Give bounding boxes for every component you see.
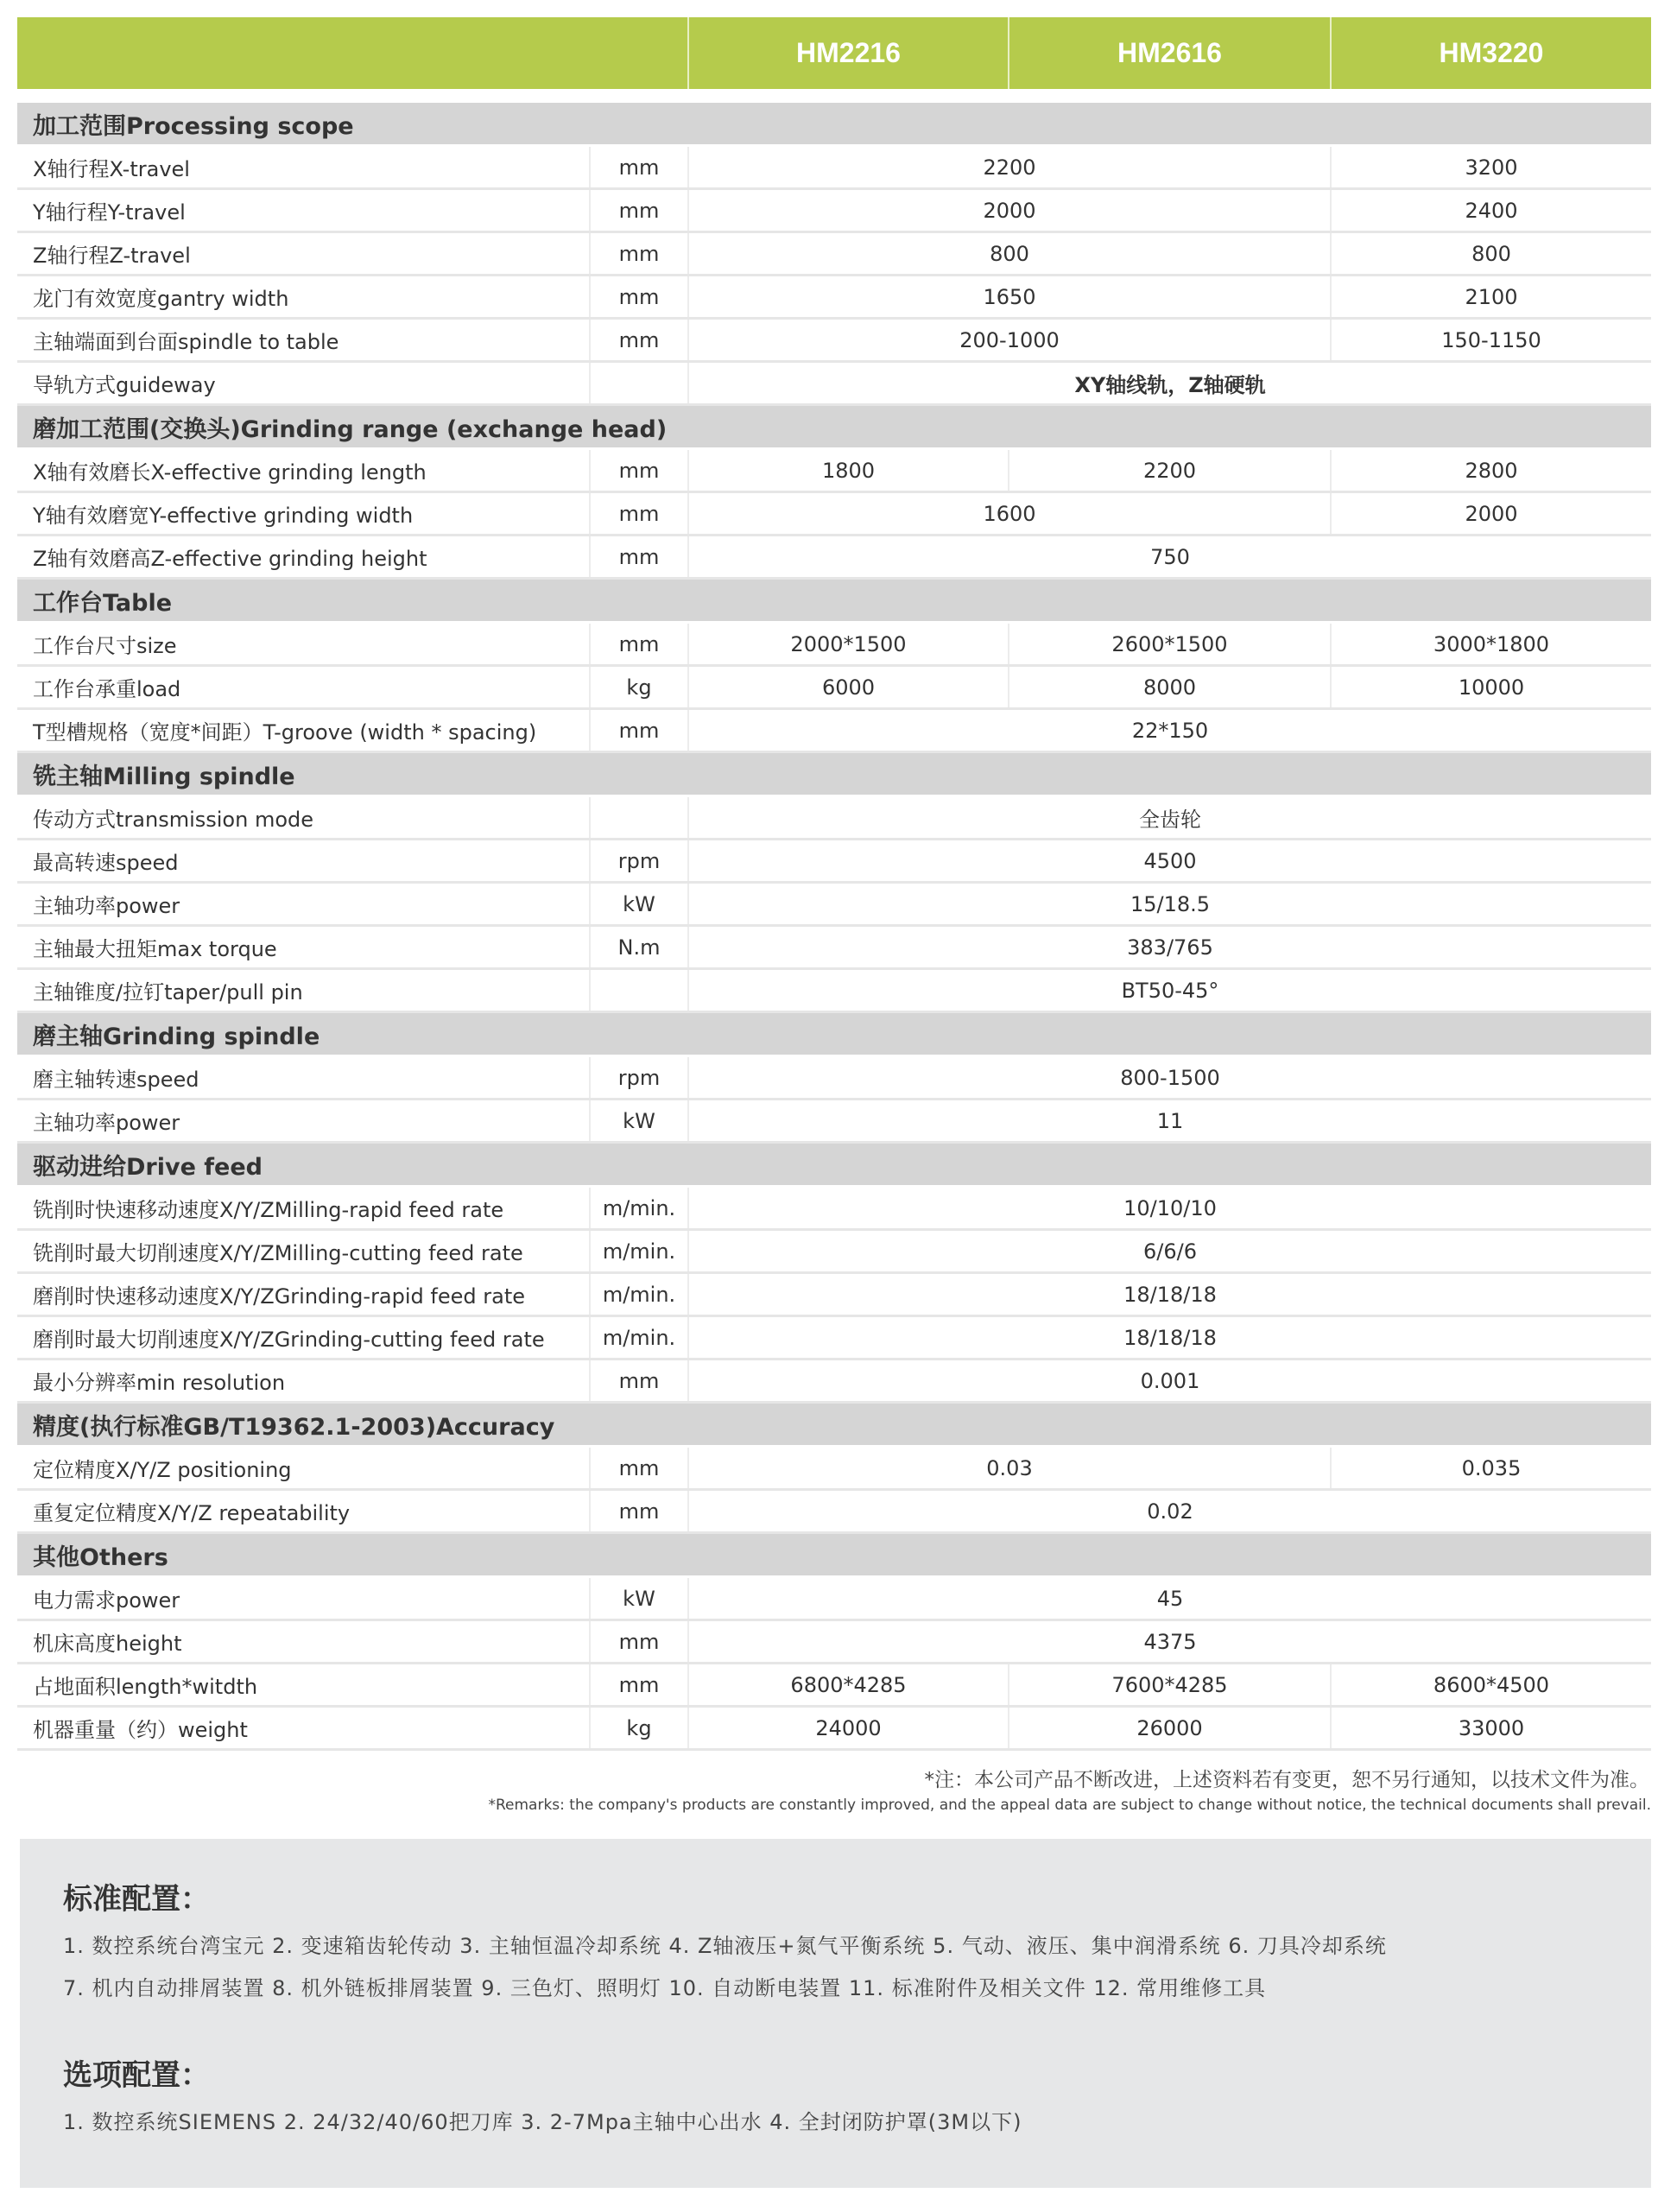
row-unit: m/min. xyxy=(590,1316,688,1360)
table-row xyxy=(17,796,1651,840)
value-cell: 33000 xyxy=(1331,1707,1651,1750)
row-unit: rpm xyxy=(590,840,688,883)
header-row xyxy=(17,17,1651,89)
table-row xyxy=(17,189,1651,232)
value-cell: 10/10/10 xyxy=(688,1187,1651,1230)
table-row xyxy=(17,319,1651,362)
table-row xyxy=(17,623,1651,666)
row-unit: m/min. xyxy=(590,1230,688,1273)
row-label: 导轨方式guideway xyxy=(17,362,590,405)
table-row xyxy=(17,709,1651,752)
table-row xyxy=(17,1577,1651,1620)
row-label: Z轴行程Z-travel xyxy=(17,232,590,276)
row-unit: mm xyxy=(590,276,688,319)
header-gap xyxy=(17,89,1651,103)
row-label: 磨主轴转速speed xyxy=(17,1056,590,1100)
row-unit: mm xyxy=(590,1664,688,1707)
table-row xyxy=(17,883,1651,926)
section-title: 加工范围Processing scope xyxy=(17,103,1651,146)
row-label: 主轴功率power xyxy=(17,1100,590,1143)
row-unit: mm xyxy=(590,146,688,189)
section-title: 其他Others xyxy=(17,1533,1651,1577)
row-unit: mm xyxy=(590,1360,688,1403)
section-header xyxy=(17,579,1651,623)
value-cell: 全齿轮 xyxy=(688,796,1651,840)
table-row xyxy=(17,1664,1651,1707)
standard-config-line: 1. 数控系统台湾宝元 2. 变速箱齿轮传动 3. 主轴恒温冷却系统 4. Z轴液压+氮气平衡系统 5. 气动、液压、集中润滑系统 6. 刀具冷却系统 xyxy=(63,1934,1387,1958)
row-unit: mm xyxy=(590,319,688,362)
section-title: 精度(执行标准GB/T19362.1-2003)Accuracy xyxy=(17,1403,1651,1447)
value-cell: 2600*1500 xyxy=(1009,623,1331,666)
section-header xyxy=(17,1403,1651,1447)
row-unit: N.m xyxy=(590,926,688,969)
table-row xyxy=(17,276,1651,319)
table-row xyxy=(17,1360,1651,1403)
value-cell: 3000*1800 xyxy=(1331,623,1651,666)
table-row xyxy=(17,1620,1651,1664)
value-cell: 1600 xyxy=(688,492,1331,536)
optional-config-line: 1. 数控系统SIEMENS 2. 24/32/40/60把刀库 3. 2-7Mpa主轴中心出水 4. 全封闭防护罩(3M以下) xyxy=(63,2110,1022,2134)
section-title: 磨主轴Grinding spindle xyxy=(17,1012,1651,1056)
table-row xyxy=(17,1187,1651,1230)
value-cell: 800-1500 xyxy=(688,1056,1651,1100)
table-row xyxy=(17,969,1651,1012)
model-header: HM3220 xyxy=(1331,17,1651,89)
table-row xyxy=(17,146,1651,189)
value-cell: 6/6/6 xyxy=(688,1230,1651,1273)
value-cell: 8000 xyxy=(1009,666,1331,709)
config-panel xyxy=(20,1839,1651,2188)
spacer xyxy=(17,89,1651,103)
table-row xyxy=(17,1447,1651,1490)
row-unit: rpm xyxy=(590,1056,688,1100)
row-unit: kW xyxy=(590,1100,688,1143)
table-row xyxy=(17,1056,1651,1100)
row-label: X轴有效磨长X-effective grinding length xyxy=(17,449,590,492)
value-cell: 800 xyxy=(688,232,1331,276)
row-unit xyxy=(590,362,688,405)
value-cell: 200-1000 xyxy=(688,319,1331,362)
row-unit: mm xyxy=(590,1490,688,1533)
row-label: 磨削时最大切削速度X/Y/ZGrinding-cutting feed rate xyxy=(17,1316,590,1360)
value-cell: 26000 xyxy=(1009,1707,1331,1750)
row-unit: mm xyxy=(590,536,688,579)
value-cell: 150-1150 xyxy=(1331,319,1651,362)
row-label: 最小分辨率min resolution xyxy=(17,1360,590,1403)
value-cell: 1650 xyxy=(688,276,1331,319)
row-unit: mm xyxy=(590,449,688,492)
table-row xyxy=(17,926,1651,969)
value-cell: 3200 xyxy=(1331,146,1651,189)
table-row xyxy=(17,1273,1651,1316)
value-cell: 8600*4500 xyxy=(1331,1664,1651,1707)
row-label: 工作台尺寸size xyxy=(17,623,590,666)
row-unit: mm xyxy=(590,492,688,536)
row-unit: mm xyxy=(590,709,688,752)
row-label: 传动方式transmission mode xyxy=(17,796,590,840)
table-row xyxy=(17,1316,1651,1360)
row-unit: m/min. xyxy=(590,1273,688,1316)
section-header xyxy=(17,1012,1651,1056)
value-cell: 10000 xyxy=(1331,666,1651,709)
row-label: 最高转速speed xyxy=(17,840,590,883)
row-label: 主轴最大扭矩max torque xyxy=(17,926,590,969)
row-unit: m/min. xyxy=(590,1187,688,1230)
row-label: 主轴端面到台面spindle to table xyxy=(17,319,590,362)
table-row xyxy=(17,1230,1651,1273)
row-label: 电力需求power xyxy=(17,1577,590,1620)
table-row xyxy=(17,232,1651,276)
header-blank xyxy=(17,17,688,89)
value-cell: 2000 xyxy=(1331,492,1651,536)
row-unit: kg xyxy=(590,1707,688,1750)
value-cell: 18/18/18 xyxy=(688,1316,1651,1360)
table-row xyxy=(17,1707,1651,1750)
table-row xyxy=(17,1490,1651,1533)
model-header: HM2616 xyxy=(1009,17,1331,89)
row-label: T型槽规格（宽度*间距）T-groove (width * spacing) xyxy=(17,709,590,752)
section-title: 铣主轴Milling spindle xyxy=(17,752,1651,796)
standard-config-title: 标准配置： xyxy=(63,1882,210,1917)
row-unit: kg xyxy=(590,666,688,709)
value-cell: 1800 xyxy=(688,449,1009,492)
row-label: 主轴锥度/拉钉taper/pull pin xyxy=(17,969,590,1012)
row-unit xyxy=(590,796,688,840)
value-cell: 45 xyxy=(688,1577,1651,1620)
value-cell: 2200 xyxy=(1009,449,1331,492)
value-cell: BT50-45° xyxy=(688,969,1651,1012)
value-cell: 0.035 xyxy=(1331,1447,1651,1490)
row-unit: mm xyxy=(590,232,688,276)
value-cell: 0.001 xyxy=(688,1360,1651,1403)
row-label: Y轴有效磨宽Y-effective grinding width xyxy=(17,492,590,536)
table-row xyxy=(17,449,1651,492)
value-cell: 2000 xyxy=(688,189,1331,232)
value-cell: 4500 xyxy=(688,840,1651,883)
value-cell: 2400 xyxy=(1331,189,1651,232)
value-cell: 383/765 xyxy=(688,926,1651,969)
row-unit: mm xyxy=(590,623,688,666)
section-header xyxy=(17,752,1651,796)
section-header xyxy=(17,405,1651,449)
value-cell: 2000*1500 xyxy=(688,623,1009,666)
row-unit: mm xyxy=(590,1620,688,1664)
row-label: 主轴功率power xyxy=(17,883,590,926)
value-cell: 800 xyxy=(1331,232,1651,276)
row-unit: kW xyxy=(590,1577,688,1620)
row-unit: mm xyxy=(590,1447,688,1490)
note-en: *Remarks: the company's products are constantly improved, and the appeal data are subject to change without notice, the technical documents shall prevail. xyxy=(488,1797,1651,1814)
row-label: Y轴行程Y-travel xyxy=(17,189,590,232)
optional-config-title: 选项配置： xyxy=(63,2058,210,2093)
section-title: 磨加工范围(交换头)Grinding range (exchange head) xyxy=(17,405,1651,449)
value-cell: 2800 xyxy=(1331,449,1651,492)
value-cell: XY轴线轨，Z轴硬轨 xyxy=(688,362,1651,405)
spec-table xyxy=(17,17,1651,1751)
table-row xyxy=(17,666,1651,709)
value-cell: 750 xyxy=(688,536,1651,579)
row-label: Z轴有效磨高Z-effective grinding height xyxy=(17,536,590,579)
value-cell: 2200 xyxy=(688,146,1331,189)
row-label: 机器重量（约）weight xyxy=(17,1707,590,1750)
row-label: 重复定位精度X/Y/Z repeatability xyxy=(17,1490,590,1533)
row-unit xyxy=(590,969,688,1012)
section-title: 工作台Table xyxy=(17,579,1651,623)
section-title: 驱动进给Drive feed xyxy=(17,1143,1651,1187)
value-cell: 6000 xyxy=(688,666,1009,709)
table-row xyxy=(17,492,1651,536)
note-cn: *注：本公司产品不断改进，上述资料若有变更，恕不另行通知，以技术文件为准。 xyxy=(924,1769,1649,1791)
section-header xyxy=(17,103,1651,146)
section-header xyxy=(17,1533,1651,1577)
row-label: 工作台承重load xyxy=(17,666,590,709)
value-cell: 24000 xyxy=(688,1707,1009,1750)
value-cell: 18/18/18 xyxy=(688,1273,1651,1316)
row-label: 铣削时快速移动速度X/Y/ZMilling-rapid feed rate xyxy=(17,1187,590,1230)
row-label: 龙门有效宽度gantry width xyxy=(17,276,590,319)
value-cell: 15/18.5 xyxy=(688,883,1651,926)
row-label: X轴行程X-travel xyxy=(17,146,590,189)
value-cell: 7600*4285 xyxy=(1009,1664,1331,1707)
value-cell: 0.03 xyxy=(688,1447,1331,1490)
row-unit: mm xyxy=(590,189,688,232)
table-row xyxy=(17,840,1651,883)
row-label: 铣削时最大切削速度X/Y/ZMilling-cutting feed rate xyxy=(17,1230,590,1273)
table-row xyxy=(17,536,1651,579)
value-cell: 11 xyxy=(688,1100,1651,1143)
section-header xyxy=(17,1143,1651,1187)
value-cell: 2100 xyxy=(1331,276,1651,319)
value-cell: 0.02 xyxy=(688,1490,1651,1533)
table-row xyxy=(17,362,1651,405)
row-label: 定位精度X/Y/Z positioning xyxy=(17,1447,590,1490)
standard-config-line: 7. 机内自动排屑装置 8. 机外链板排屑装置 9. 三色灯、照明灯 10. 自动断电装置 11. 标准附件及相关文件 12. 常用维修工具 xyxy=(63,1976,1267,2000)
row-unit: kW xyxy=(590,883,688,926)
value-cell: 22*150 xyxy=(688,709,1651,752)
row-label: 磨削时快速移动速度X/Y/ZGrinding-rapid feed rate xyxy=(17,1273,590,1316)
row-label: 机床高度height xyxy=(17,1620,590,1664)
model-header: HM2216 xyxy=(688,17,1009,89)
value-cell: 4375 xyxy=(688,1620,1651,1664)
row-label: 占地面积length*witdth xyxy=(17,1664,590,1707)
table-row xyxy=(17,1100,1651,1143)
value-cell: 6800*4285 xyxy=(688,1664,1009,1707)
